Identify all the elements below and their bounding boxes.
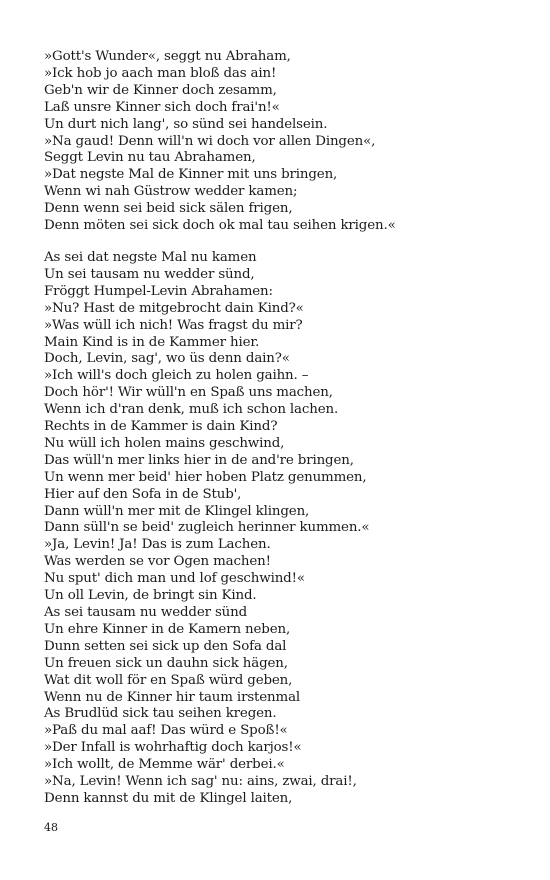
poem-line: »Na gaud! Denn will'n wi doch vor allen Dingen«,	[44, 133, 376, 149]
poem-line: »Ich wollt, de Memme wär' derbei.«	[44, 757, 285, 773]
poem-line: »Paß du mal aaf! Das würd e Spoß!«	[44, 723, 288, 739]
poem-line: Un sei tausam nu wedder sünd,	[44, 266, 255, 282]
poem-line: Nu sput' dich man und lof geschwind!«	[44, 571, 305, 587]
poem-line: Un ehre Kinner in de Kamern neben,	[44, 621, 291, 637]
poem-line: Fröggt Humpel-Levin Abrahamen:	[44, 283, 273, 299]
poem-line: Wenn nu de Kinner hir taum irstenmal	[44, 689, 301, 705]
poem-line: »Ja, Levin! Ja! Das is zum Lachen.	[44, 537, 271, 553]
poem-line: As sei dat negste Mal nu kamen	[44, 249, 257, 265]
poem-line: Wat dit woll för en Spaß würd geben,	[44, 672, 293, 688]
poem-line: »Gott's Wunder«, seggt nu Abraham,	[44, 49, 291, 64]
poem-line: As Brudlüd sick tau seihen kregen.	[44, 706, 277, 722]
poem-line: Un wenn mer beid' hier hoben Platz genummen,	[44, 469, 367, 485]
poem-line: Laß unsre Kinner sich doch frai'n!«	[44, 99, 280, 115]
poem-line: »Dat negste Mal de Kinner mit uns bringen,	[44, 167, 338, 183]
poem-line: As sei tausam nu wedder sünd	[44, 605, 248, 620]
poem-line: Hier auf den Sofa in de Stub',	[44, 486, 242, 502]
poem-line: Un oll Levin, de bringt sin Kind.	[44, 588, 257, 604]
poem-line: »Ick hob jo aach man bloß das ain!	[44, 65, 277, 81]
stanza-1	[44, 49, 514, 235]
poem-line: Denn kannst du mit de Klingel laiten,	[44, 790, 293, 806]
poem-line: Nu wüll ich holen mains geschwind,	[44, 435, 285, 451]
poem-line: Denn wenn sei beid sick sälen frigen,	[44, 201, 293, 217]
poem-line: »Na, Levin! Wenn ich sag' nu: ains, zwai, drai!,	[44, 774, 357, 790]
page-number: 48	[44, 821, 58, 834]
stanza-2	[44, 250, 514, 808]
poem-line: »Ich will's doch gleich zu holen gaihn. –	[44, 368, 309, 384]
poem-line: Denn möten sei sick doch ok mal tau seihen krigen.«	[44, 218, 396, 234]
poem-line: »Der Infall is wohrhaftig doch karjos!«	[44, 740, 302, 756]
poem-line: Rechts in de Kammer is dain Kind?	[44, 419, 278, 435]
poem-text	[44, 49, 514, 823]
poem-line: Doch, Levin, sag', wo üs denn dain?«	[44, 351, 290, 367]
poem-line: Dunn setten sei sick up den Sofa dal	[44, 638, 287, 654]
poem-line: Wenn ich d'ran denk, muß ich schon lachen.	[44, 402, 339, 418]
poem-line: »Nu? Hast de mitgebrocht dain Kind?«	[44, 300, 304, 316]
poem-line: Un freuen sick un dauhn sick hägen,	[44, 655, 288, 671]
poem-line: Seggt Levin nu tau Abrahamen,	[44, 150, 256, 166]
poem-line: Un durt nich lang', so sünd sei handelsein.	[44, 116, 328, 132]
poem-line: Wenn wi nah Güstrow wedder kamen;	[44, 184, 298, 200]
poem-line: Das wüll'n mer links hier in de and're bringen,	[44, 452, 354, 468]
poem-line: Geb'n wir de Kinner doch zesamm,	[44, 82, 277, 98]
poem-line: Doch hör'! Wir wüll'n en Spaß uns machen,	[44, 385, 333, 401]
poem-line: »Was wüll ich nich! Was fragst du mir?	[44, 317, 303, 333]
poem-line: Dann süll'n se beid' zugleich herinner kummen.«	[44, 520, 370, 536]
poem-line: Was werden se vor Ogen machen!	[44, 554, 271, 570]
poem-line: Dann wüll'n mer mit de Klingel klingen,	[44, 503, 310, 519]
poem-line: Main Kind is in de Kammer hier.	[44, 334, 260, 350]
